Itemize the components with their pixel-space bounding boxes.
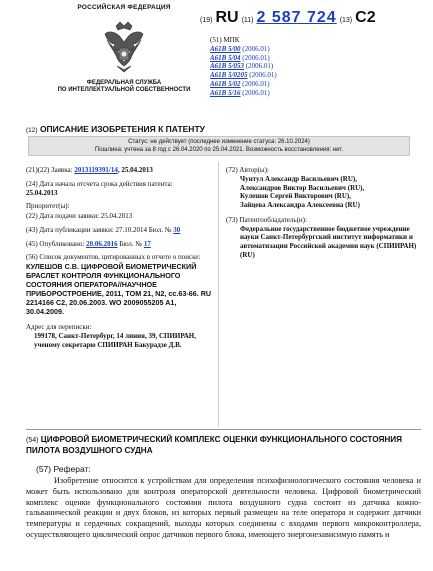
description-title-text: ОПИСАНИЕ ИЗОБРЕТЕНИЯ К ПАТЕНТУ (39, 124, 205, 134)
address-value: 199178, Санкт-Петербург, 14 линия, 39, СПИИРАН, ученому секретарю СПИИРАН Бакурадзе Д.В. (34, 331, 196, 349)
service-line-1: ФЕДЕРАЛЬНАЯ СЛУЖБА (86, 80, 162, 87)
invention-title-text: ЦИФРОВОЙ БИОМЕТРИЧЕСКИЙ КОМПЛЕКС ОЦЕНКИ ФУНКЦИОНАЛЬНОГО СОСТОЯНИЯ ПИЛОТА ВОЗДУШНОГО СУДНА (26, 435, 403, 455)
abstract-text: Изобретение относится к устройствам для определения психофизиологического состояния человека и может быть использовано для контроля операторской деятельности человека. Цифровой биометрический комплекс оценки функционального состояния пилота воздушного судна состоит из датчика кожно-гальванической реакции и двух блоков, из которых первый размещен на теле оператора и содержит датчики температуры и сердечных сокращений, выходы которых соединены с входами первого микроконтроллера, осуществляющего циклический опрос датчиков первого блока, имеющего энергонезависимую память и (26, 476, 421, 540)
patent-number-link[interactable]: 2 587 724 (256, 9, 337, 26)
right-column (226, 166, 421, 265)
description-title (26, 124, 205, 135)
application-number-link[interactable]: 2013119391/14 (74, 166, 118, 174)
mpk-entry (210, 54, 430, 63)
field-24 (26, 180, 216, 198)
publication-date-link[interactable]: 20.06.2016 (86, 239, 118, 248)
mpk-class-link[interactable]: A61B 5/0205 (210, 71, 248, 79)
mpk-class-link[interactable]: A61B 5/16 (210, 88, 241, 97)
left-column (26, 166, 216, 354)
country-code: RU (215, 9, 239, 26)
author-item: Чунтул Александр Васильевич (RU), (240, 174, 357, 183)
header-right (200, 8, 430, 97)
field-72-label: (72) Автор(ы): (226, 166, 269, 174)
mpk-entry (210, 62, 430, 71)
abstract-label: (57) Реферат: (36, 464, 91, 474)
field-56 (26, 253, 216, 316)
mpk-entry (210, 80, 430, 89)
field-45 (26, 240, 216, 249)
mpk-version: (2006.01) (242, 79, 270, 88)
field-21-22 (26, 166, 216, 175)
cited-documents: КУЛЕШОВ С.В. ЦИФРОВОЙ БИОМЕТРИЧЕСКИЙ БРАСЛЕТ КОНТРОЛЯ ФУНКЦИОНАЛЬНОГО СОСТОЯНИЯ ОПЕРАТОРА//НАУЧНОЕ ПРИБОРОСТРОЕНИЕ, 2011, ТОМ 21, N2, сс.63-66. RU 2214166 C2, 20.06.2003. WO 2009055205 A1, 30.04.2009. (26, 262, 212, 316)
status-line: Статус: не действует (последнее изменение статуса: 26.10.2024) (128, 139, 310, 145)
priority-label: Приоритет(ы): (26, 202, 70, 211)
bulletin-45-link[interactable]: 17 (143, 239, 151, 248)
field-24-label: (24) Дата начала отсчета срока действия патента: (26, 179, 173, 188)
mpk-class-link[interactable]: A61B 5/04 (210, 53, 241, 62)
field-22: (22) Дата подачи заявки: 25.04.2013 (26, 212, 133, 220)
mpk-class-link[interactable]: A61B 5/02 (210, 79, 241, 88)
author-item: Зайцева Александра Алексеевна (RU) (240, 201, 360, 209)
mpk-list (210, 45, 430, 98)
header-left (44, 4, 204, 95)
mpk-label: (51) МПК (210, 36, 240, 44)
patent-number-line (200, 8, 430, 28)
mpk-class-link[interactable]: A61B 5/053 (210, 62, 245, 71)
coat-of-arms-icon (97, 18, 151, 76)
column-divider (218, 162, 219, 427)
service-name (44, 80, 204, 94)
address-block (26, 323, 216, 349)
field-43 (26, 226, 216, 235)
code-12: (12) (26, 127, 38, 134)
mpk-version: (2006.01) (245, 62, 274, 71)
invention-title (26, 435, 426, 456)
field-21-22-label: (21)(22) Заявка: (26, 166, 73, 174)
field-43-label: (43) Дата публикации заявки: 27.10.2014 Бюл. № (26, 225, 172, 234)
field-24-value: 25.04.2013 (26, 188, 58, 197)
mpk-block (210, 36, 430, 97)
mpk-entry (210, 71, 430, 80)
kind-code: C2 (355, 9, 376, 26)
bulletin-43-link[interactable]: 30 (173, 225, 181, 234)
code-11: (11) (241, 17, 254, 24)
mpk-entry (210, 45, 430, 54)
authors-list (226, 175, 421, 210)
service-line-2: ПО ИНТЕЛЛЕКТУАЛЬНОЙ СОБСТВЕННОСТИ (57, 87, 191, 94)
address-label: Адрес для переписки: (26, 323, 92, 331)
section-divider (26, 429, 421, 430)
status-box (28, 136, 410, 156)
patent-owner: Федеральное государственное бюджетное учреждение науки Санкт-Петербургский институт информатики и автоматизации Российской академии наук (СПИИРАН) (RU) (240, 224, 417, 259)
mpk-entry (210, 89, 430, 98)
field-73-label: (73) Патентообладатель(и): (226, 215, 307, 224)
field-73 (226, 216, 421, 260)
mpk-version: (2006.01) (242, 44, 270, 53)
author-item: Кулешов Сергей Викторович (RU), (240, 192, 351, 201)
federation-label: РОССИЙСКАЯ ФЕДЕРАЦИЯ (77, 4, 171, 11)
fee-line: Пошлина: учтена за 8 год с 26.04.2020 по 25.04.2021. Возможность восстановления: нет. (94, 147, 343, 154)
code-13: (13) (339, 17, 353, 24)
code-19: (19) (200, 17, 213, 24)
mpk-version: (2006.01) (242, 53, 270, 62)
field-45-label: (45) Опубликовано: (26, 239, 85, 248)
author-item: Александров Виктор Васильевич (RU), (240, 183, 365, 192)
code-54: (54) (26, 437, 39, 444)
field-45-mid: Бюл. № (117, 239, 143, 248)
field-72 (226, 166, 421, 210)
mpk-class-link[interactable]: A61B 5/00 (210, 44, 241, 53)
mpk-version: (2006.01) (249, 71, 277, 79)
field-56-label: (56) Список документов, цитированных в отчете о поиске: (26, 253, 201, 262)
application-date: , 25.04.2013 (117, 166, 153, 174)
mpk-version: (2006.01) (242, 88, 270, 97)
